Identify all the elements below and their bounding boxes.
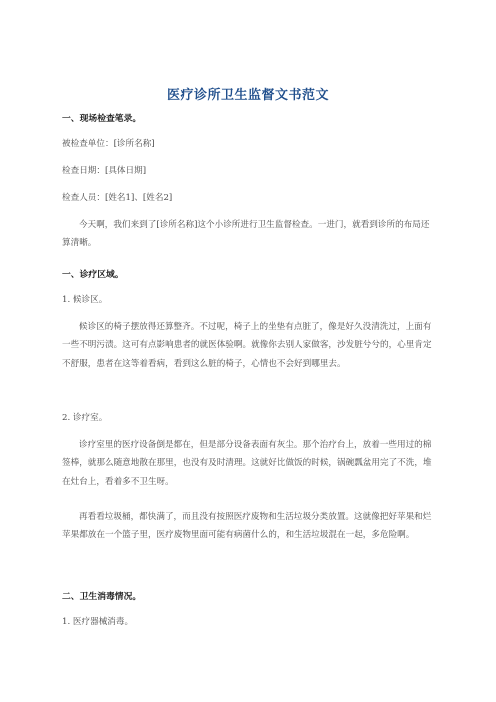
section-heading-inspection-record: 一、现场检查笔录。 xyxy=(62,114,142,124)
intro-paragraph: 今天啊，我们来到了[诊所名称]这个小诊所进行卫生监督检查。一进门，就看到诊所的布局还算清晰。 xyxy=(62,220,430,249)
inspected-unit-line: 被检查单位：[诊所名称] xyxy=(62,139,155,149)
item-instrument-disinfection: 1. 医疗器械消毒。 xyxy=(62,617,134,627)
inspectors-line: 检查人员：[姓名1]、[姓名2] xyxy=(62,193,173,203)
inspection-date-line: 检查日期：[具体日期] xyxy=(62,166,147,176)
item-waiting-room: 1. 候诊区。 xyxy=(62,295,108,305)
waiting-room-paragraph: 候诊区的椅子摆放得还算整齐。不过呢，椅子上的坐垫有点脏了，像是好久没清洗过，上面有一些不明污渍。这可有点影响患者的就医体验啊。就像你去别人家做客，沙发脏兮兮的，心里肯定不舒服，患者在这等着看病，看到这么脏的椅子，心情也不会好到哪里去。 xyxy=(62,322,432,369)
waste-bin-paragraph: 再看看垃圾桶，都快满了，而且没有按照医疗废物和生活垃圾分类放置。这就像把好苹果和烂苹果都放在一个篮子里，医疗废物里面可能有病菌什么的，和生活垃圾混在一起，多危险啊。 xyxy=(62,512,432,541)
document-title: 医疗诊所卫生监督文书范文 xyxy=(166,88,329,103)
section-heading-treatment-area: 一、诊疗区域。 xyxy=(62,270,124,280)
item-treatment-room: 2. 诊疗室。 xyxy=(62,413,108,423)
treatment-room-paragraph: 诊疗室里的医疗设备倒是都在，但是部分设备表面有灰尘。那个治疗台上，放着一些用过的棉签棒，就那么随意地散在那里，也没有及时清理。这就好比做饭的时候，锅碗瓢盆用完了不洗，堆在灶台上，看着多不卫生呀。 xyxy=(62,440,432,487)
section-heading-disinfection: 二、卫生消毒情况。 xyxy=(62,592,142,602)
